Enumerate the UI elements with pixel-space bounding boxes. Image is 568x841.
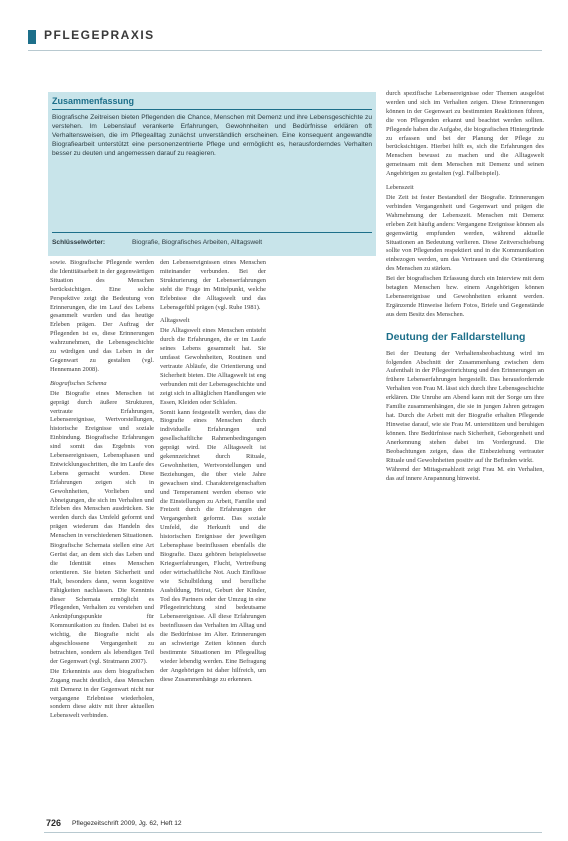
article-column-3: [386, 90, 544, 802]
paragraph: Biografische Schemata stellen eine Art Gerüst dar, an dem sich das Leben und die Identität eines Menschen orientieren. Sie bieten Sicherheit und Halt, besonders dann, wenn kognitive Fähigkeiten nachlassen. Die Kenntnis dieser Schemata ermöglicht es Pflegenden, Verhalten zu verstehen und Anknüpfungspunkte für Kommunikation zu finden. Dabei ist es wichtig, die Biografie nicht als abgeschlossene Vergangenheit zu betrachten, sondern als lebendigen Teil der Gegenwart (vgl. Stratmann 2007).: [50, 542, 154, 665]
summary-divider: [52, 109, 372, 110]
section-header-title: PFLEGEPRAXIS: [44, 28, 155, 42]
keywords-text: Biografie, Biografisches Arbeiten, Alltagswelt: [132, 239, 263, 246]
paragraph: Die Zeit ist fester Bestandteil der Biografie. Erinnerungen verbinden Vergangenheit und Gegenwart und prägen die Wahrnehmung der Lebenszeit. Menschen mit Demenz erleben Zeit häufig anders: Vergangene Ereignisse können als gegenwärtig empfunden werden, während aktuelle Situationen an Bedeutung verlieren. Diese Zeitverschiebung sollte von Pflegenden respektiert und in die Kommunikation einbezogen werden, um das Vertrauen und die Orientierung des Menschen zu stärken.: [386, 193, 544, 273]
article-column-2: [160, 259, 266, 815]
paragraph: Während der Mittagsmahlzeit zeigt Frau M. ein Verhalten, das auf innere Anspannung hinweist.: [386, 466, 544, 483]
summary-text: Biografische Zeitreisen bieten Pflegenden die Chance, Menschen mit Demenz und ihre Lebensgeschichte zu verstehen. Im Lebenslauf verankerte Erfahrungen, Gewohnheiten und Bedürfnisse erklären oft Verhaltensweisen, die im Pflegealltag zunächst unverständlich erscheinen. Eine konsequent angewandte Biografiearbeit unterstützt eine personenzentrierte Pflege und ermöglicht es, herausforderndes Verhalten besser zu deuten und angemessen darauf zu reagieren.: [52, 114, 372, 157]
subheading-alltagswelt: Alltagswelt: [160, 317, 190, 325]
paragraph: sowie. Biografische Pflegende werden die Identitätsarbeit in der gegenwärtigen Situation des Menschen berücksichtigen. Eine solche Perspektive zeigt die Bedeutung von Erinnerungen, die im Lauf des Lebens gesammelt wurden und das heutige Erleben prägen. Der Auftrag der Pflegenden ist es, diese Erinnerungen wahrzunehmen, die Lebensgeschichte zu würdigen und das Leben in der Gegenwart zu gestalten (vgl. Hennemann 2008).: [50, 259, 154, 373]
paragraph: Bei der biografischen Erfassung durch ein Interview mit dem betagten Menschen bzw. einem Angehörigen können Lebensereignisse und Gewohnheiten erkannt werden. Ergänzende Hinweise liefern Fotos, Briefe und Gegenstände aus dem Besitz des Menschen.: [386, 275, 544, 318]
subheading-lebenszeit: Lebenszeit: [386, 184, 414, 192]
paragraph: Die Biografie eines Menschen ist geprägt durch äußere Strukturen, vertraute Erfahrungen, Lebensereignisse, Wertvorstellungen, historische Ereignisse und soziale Einbindung. Biografische Erfahrungen sind somit das Ergebnis von Lebensereignissen, Lebensphasen und Entwicklungsschritten, die im Laufe des Lebens gemacht wurden. Diese Erfahrungen zeigen sich in Gewohnheiten, Vorlieben und Abneigungen, die sich im Verhalten und Erleben des Menschen ausdrücken. Sie werden durch das Umfeld geformt und prägen wiederum das Handeln des Menschen in verschiedenen Situationen.: [50, 389, 154, 540]
section-title-deutung: Deutung der Falldarstellung: [386, 330, 526, 343]
paragraph: Die Erkenntnis aus dem biografischen Zugang macht deutlich, dass Menschen mit Demenz in der Gegenwart nicht nur vergangene Erlebnisse wiederholen, sondern diese aktiv mit ihrer aktuellen Lebenswelt verbinden.: [50, 667, 154, 720]
summary-heading: Zusammenfassung: [52, 96, 135, 106]
keywords-divider: [52, 232, 372, 233]
article-column-1: [50, 259, 154, 815]
paragraph: Die Alltagswelt eines Menschen entsteht durch die Erfahrungen, die er im Laufe seines Lebens gesammelt hat. Sie umfasst Gewohnheiten, Routinen und vertraute Abläufe, die Orientierung und Sicherheit bieten. Die Alltagswelt ist eng verbunden mit der Lebensgeschichte und zeigt sich in alltäglichen Handlungen wie Essen, Kleiden oder Schlafen.: [160, 327, 266, 406]
subheading-biografisches-schema: Biografisches Schema: [50, 379, 107, 387]
paragraph: den Lebensereignissen eines Menschen miteinander verbunden. Bei der Strukturierung der Lebenserfahrungen steht die Frage im Mittelpunkt, welche Erlebnisse die Alltagswelt und das Lebensgefühl prägen (vgl. Ruhe 1981).: [160, 259, 266, 311]
header-divider: [28, 50, 542, 51]
page-number: 726: [46, 818, 62, 828]
paragraph: durch spezifische Lebensereignisse oder Themen ausgelöst werden und sich im Verhalten zeigen. Diese Erinnerungen können in der Gegenwart zu bestimmten Reaktionen führen, die von Pflegenden erkannt und beachtet werden sollten. Pflegende haben die Aufgabe, die biografischen Hintergründe zu erfassen und bei der Planung der Pflege zu berücksichtigen. Hierbei hilft es, sich die Erfahrungen des Menschen bewusst zu machen und die Alltagswelt gemeinsam mit dem Menschen mit Demenz und seinen Angehörigen zu gestalten (vgl. Fallbeispiel).: [386, 90, 544, 178]
paragraph: Somit kann festgestellt werden, dass die Biografie eines Menschen durch individuelle Erfahrungen und gesellschaftliche Rahmenbedingungen geprägt wird. Die Alltagswelt ist gekennzeichnet durch Rituale, Gewohnheiten, Wertvorstellungen und Beziehungen, die über viele Jahre gewachsen sind. Charaktereigenschaften und Temperament werden ebenso wie die Einstellungen zu Arbeit, Familie und Freizeit durch die Erfahrungen der Vergangenheit geformt. Das soziale Umfeld, die Herkunft und die historischen Ereignisse der jeweiligen Lebensphase beeinflussen ebenfalls die Biografie. Dazu gehören beispielsweise Kriegserfahrungen, Flucht, Vertreibung oder wirtschaftliche Not. Auch Einflüsse wie Schulbildung und berufliche Ausbildung, Heirat, Geburt der Kinder, Tod des Partners oder der Umzug in eine Pflegeeinrichtung sind bedeutsame Lebensereignisse. All diese Erfahrungen beeinflussen das Verhalten im Alltag und die Bedürfnisse im Alter. Erinnerungen an schwierige Zeiten können durch bestimmte Situationen im Pflegealltag wieder lebendig werden. Eine Befragung der Angehörigen ist daher hilfreich, um diese Zusammenhänge zu erkennen.: [160, 408, 266, 683]
keywords-label: Schlüsselwörter:: [52, 239, 106, 246]
footer-divider: [44, 832, 542, 833]
paragraph: Bei der Deutung der Verhaltensbeobachtung wird im folgenden Abschnitt der Zusammenhang zwischen dem Aufenthalt in der Pflegeeinrichtung und den Erinnerungen an frühere Lebenserfahrungen hergestellt. Das herausfordernde Verhalten von Frau M. lässt sich durch ihre Lebensgeschichte erklären. Die Unruhe am Abend kann mit der Sorge um ihre Familie zusammenhängen, die sie in jungen Jahren getragen hat. Durch die Arbeit mit der Biografie erhalten Pflegende Hinweise darauf, wie sie Frau M. unterstützen und beruhigen können. Ihre Bedürfnisse nach Sicherheit, Geborgenheit und Anerkennung stehen dabei im Vordergrund. Die Beobachtungen zeigen, dass die Einbeziehung vertrauter Rituale und Gewohnheiten positiv auf ihr Befinden wirkt.: [386, 349, 544, 464]
header-accent-block: [28, 30, 36, 44]
journal-citation: Pflegezeitschrift 2009, Jg. 62, Heft 12: [72, 820, 182, 827]
